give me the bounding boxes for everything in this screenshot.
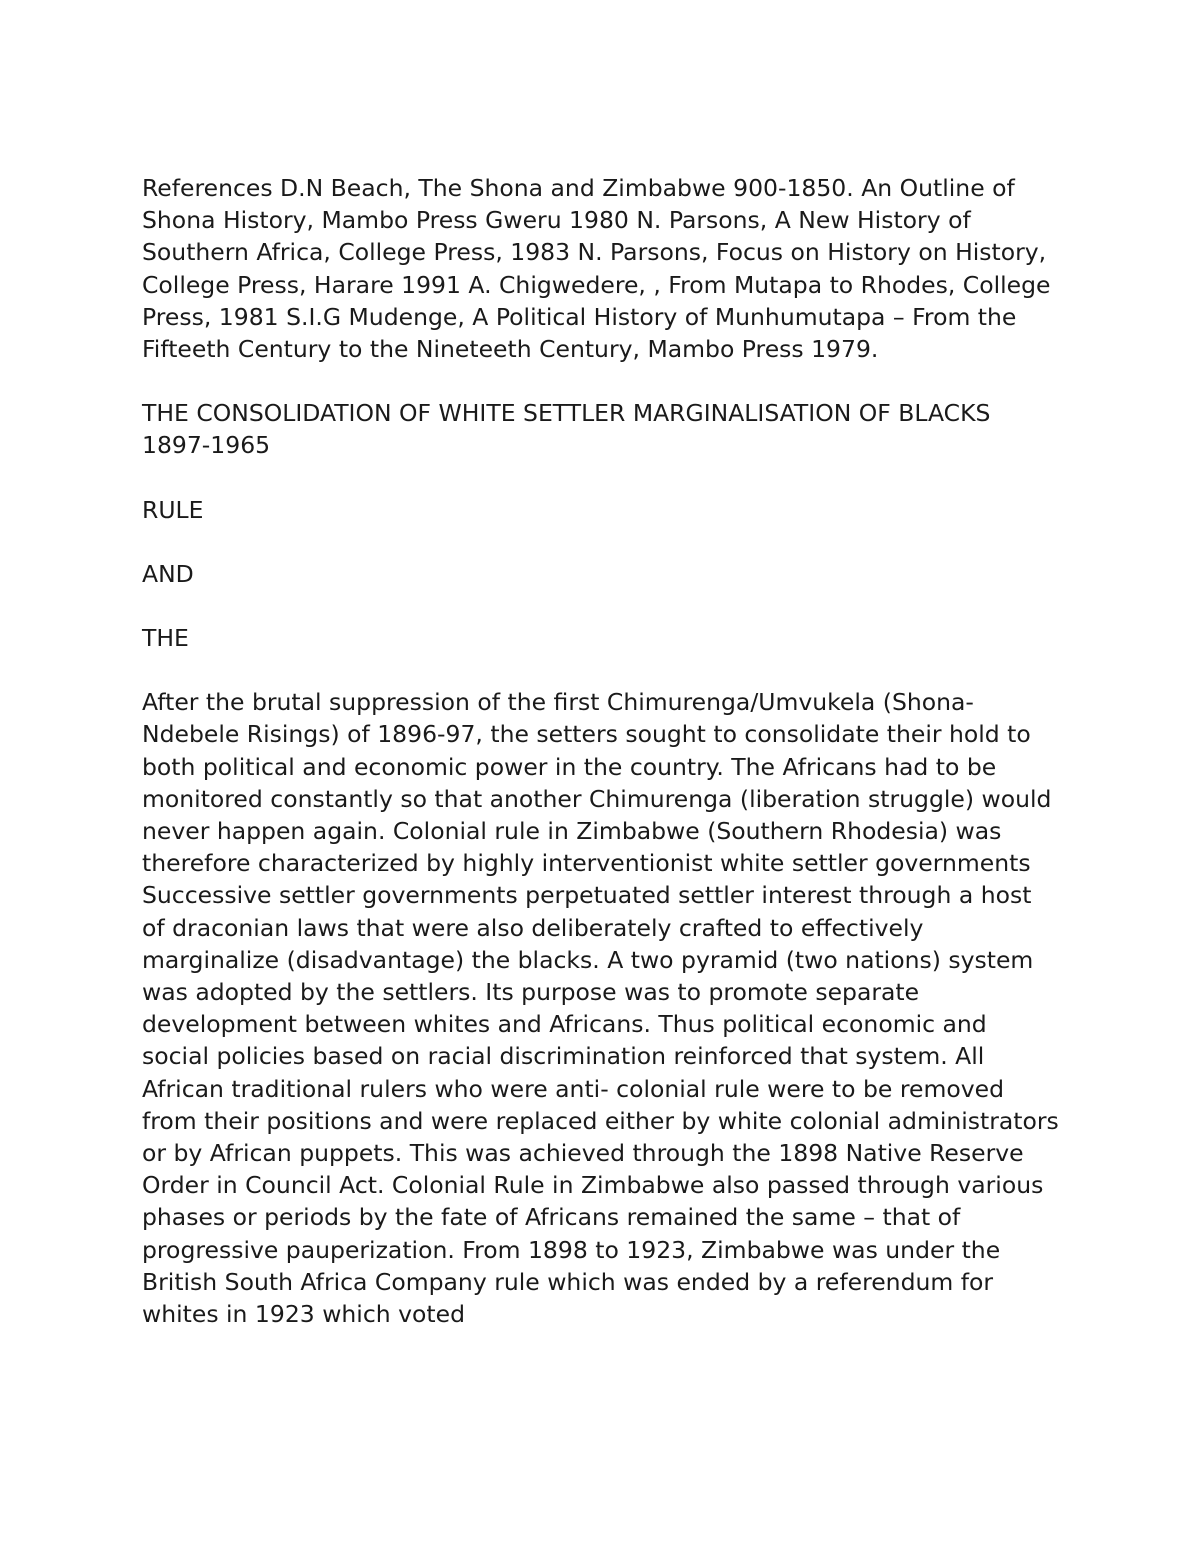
document-content bbox=[142, 172, 1060, 1330]
body-paragraph: After the brutal suppression of the first Chimurenga/Umvukela (Shona-Ndebele Risings) of 1896-97, the setters sought to consolidate their hold to both political and economic power in the country. The Africans had to be monitored constantly so that another Chimurenga (liberation struggle) would never happen again. Colonial rule in Zimbabwe (Southern Rhodesia) was therefore characterized by highly interventionist white settler governments Successive settler governments perpetuated settler interest through a host of draconian laws that were also deliberately crafted to effectively marginalize (disadvantage) the blacks. A two pyramid (two nations) system was adopted by the settlers. Its purpose was to promote separate development between whites and Africans. Thus political economic and social policies based on racial discrimination reinforced that system. All African traditional rulers who were anti- colonial rule were to be removed from their positions and were replaced either by white colonial administrators or by African puppets. This was achieved through the 1898 Native Reserve Order in Council Act. Colonial Rule in Zimbabwe also passed through various phases or periods by the fate of Africans remained the same – that of progressive pauperization. From 1898 to 1923, Zimbabwe was under the British South Africa Company rule which was ended by a referendum for whites in 1923 which voted bbox=[142, 688, 1059, 1329]
heading-fragment-rule: RULE bbox=[142, 495, 204, 524]
heading-fragment-the: THE bbox=[142, 624, 189, 653]
section-heading: THE CONSOLIDATION OF WHITE SETTLER MARGINALISATION OF BLACKS 1897-1965 bbox=[142, 399, 991, 460]
references-paragraph: References D.N Beach, The Shona and Zimbabwe 900-1850. An Outline of Shona History, Mambo Press Gweru 1980 N. Parsons, A New History of Southern Africa, College Press, 1983 N. Parsons, Focus on History on History, College Press, Harare 1991 A. Chigwedere, , From Mutapa to Rhodes, College Press, 1981 S.I.G Mudenge, A Political History of Munhumutapa – From the Fifteeth Century to the Nineteeth Century, Mambo Press 1979. bbox=[142, 174, 1051, 364]
heading-fragment-and: AND bbox=[142, 559, 194, 588]
